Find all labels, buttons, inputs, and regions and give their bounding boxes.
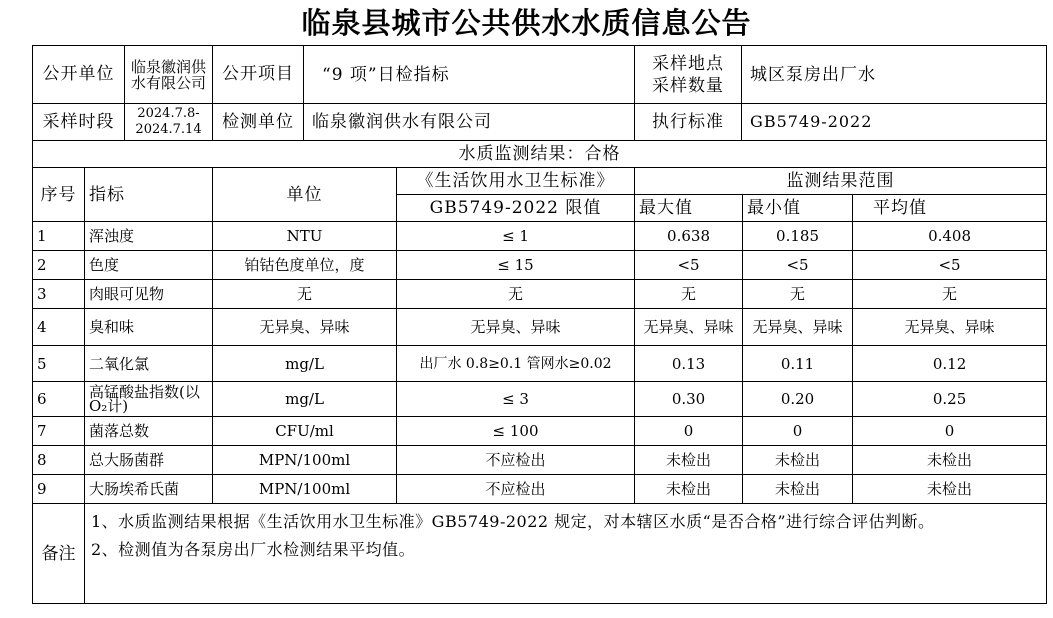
table-row bbox=[33, 280, 1047, 309]
row-no: 3 bbox=[33, 280, 85, 309]
row-max: 0.30 bbox=[635, 382, 743, 417]
row-no: 6 bbox=[33, 382, 85, 417]
row-no: 8 bbox=[33, 446, 85, 475]
row-min: 0.185 bbox=[743, 222, 853, 251]
sampling-place-value: 城区泵房出厂水 bbox=[750, 64, 877, 85]
row-indicator: 菌落总数 bbox=[85, 417, 213, 446]
col-limit-line1: 《生活饮用水卫生标准》 bbox=[397, 168, 635, 195]
row-unit: MPN/100ml bbox=[213, 446, 397, 475]
row-min: 0 bbox=[743, 417, 853, 446]
row-limit: 无 bbox=[397, 280, 635, 309]
inspector-label: 检测单位 bbox=[213, 104, 304, 140]
standard-label: 执行标准 bbox=[635, 104, 742, 140]
row-min: 0.11 bbox=[743, 346, 853, 382]
publisher-label: 公开单位 bbox=[33, 46, 125, 103]
row-avg: 0.408 bbox=[853, 222, 1047, 251]
remarks-row bbox=[33, 504, 1047, 604]
row-min: 0.20 bbox=[743, 382, 853, 417]
row-max: 0.638 bbox=[635, 222, 743, 251]
remarks-label: 备注 bbox=[33, 504, 85, 604]
result-text: 水质监测结果：合格 bbox=[33, 141, 1047, 168]
row-indicator: 浑浊度 bbox=[85, 222, 213, 251]
row-unit: mg/L bbox=[213, 382, 397, 417]
row-avg: 无 bbox=[853, 280, 1047, 309]
page-title: 临泉县城市公共供水水质信息公告 bbox=[301, 6, 752, 40]
row-min: <5 bbox=[743, 251, 853, 280]
item-value: “9 项”日检指标 bbox=[322, 64, 450, 85]
item-label: 公开项目 bbox=[213, 46, 304, 103]
row-no: 7 bbox=[33, 417, 85, 446]
row-indicator: 总大肠菌群 bbox=[85, 446, 213, 475]
row-indicator: 臭和味 bbox=[85, 309, 213, 346]
table-row bbox=[33, 222, 1047, 251]
row-limit: ≤ 1 bbox=[397, 222, 635, 251]
table-row bbox=[33, 309, 1047, 346]
standard-value: GB5749-2022 bbox=[750, 112, 873, 131]
row-unit: 无异臭、异味 bbox=[213, 309, 397, 346]
sampling-place-label: 采样地点 bbox=[652, 53, 725, 74]
row-avg: 未检出 bbox=[853, 446, 1047, 475]
row-indicator: 色度 bbox=[85, 251, 213, 280]
row-avg: 无异臭、异味 bbox=[853, 309, 1047, 346]
col-min: 最小值 bbox=[743, 195, 853, 222]
row-avg: 0.12 bbox=[853, 346, 1047, 382]
row-no: 4 bbox=[33, 309, 85, 346]
col-indicator: 指标 bbox=[85, 168, 213, 222]
header-row-2 bbox=[33, 104, 1047, 141]
row-limit: 不应检出 bbox=[397, 475, 635, 504]
row-unit: 无 bbox=[213, 280, 397, 309]
row-unit: NTU bbox=[213, 222, 397, 251]
row-max: 无 bbox=[635, 280, 743, 309]
header-row-1 bbox=[33, 46, 1047, 104]
row-min: 未检出 bbox=[743, 475, 853, 504]
row-unit: mg/L bbox=[213, 346, 397, 382]
inspector-value: 临泉徽润供水有限公司 bbox=[312, 112, 493, 132]
col-range: 监测结果范围 bbox=[635, 168, 1047, 195]
row-avg: <5 bbox=[853, 251, 1047, 280]
table-row bbox=[33, 251, 1047, 280]
row-indicator: 大肠埃希氏菌 bbox=[85, 475, 213, 504]
table-row bbox=[33, 475, 1047, 504]
table-row bbox=[33, 382, 1047, 417]
remark-line-1: 1、水质监测结果根据《生活饮用水卫生标准》GB5749-2022 规定，对本辖区水质“是否合格”进行综合评估判断。 bbox=[91, 512, 935, 531]
period-label: 采样时段 bbox=[33, 104, 125, 140]
row-indicator: 肉眼可见物 bbox=[85, 280, 213, 309]
remark-line-2: 2、检测值为各泵房出厂水检测结果平均值。 bbox=[91, 540, 416, 559]
row-limit: 不应检出 bbox=[397, 446, 635, 475]
row-max: 0 bbox=[635, 417, 743, 446]
row-max: 无异臭、异味 bbox=[635, 309, 743, 346]
row-limit: ≤ 3 bbox=[397, 382, 635, 417]
col-max: 最大值 bbox=[635, 195, 743, 222]
row-unit: 铂钴色度单位，度 bbox=[213, 251, 397, 280]
row-limit: ≤ 15 bbox=[397, 251, 635, 280]
row-unit: MPN/100ml bbox=[213, 475, 397, 504]
publisher-value: 临泉徽润供水有限公司 bbox=[131, 57, 207, 92]
row-avg: 未检出 bbox=[853, 475, 1047, 504]
row-indicator: 高锰酸盐指数(以 O₂计) bbox=[85, 382, 213, 417]
result-row bbox=[33, 141, 1047, 168]
col-no: 序号 bbox=[33, 168, 85, 222]
row-no: 2 bbox=[33, 251, 85, 280]
column-header-row-1 bbox=[33, 168, 1047, 195]
row-unit: CFU/ml bbox=[213, 417, 397, 446]
row-indicator: 二氧化氯 bbox=[85, 346, 213, 382]
row-limit: ≤ 100 bbox=[397, 417, 635, 446]
row-max: 未检出 bbox=[635, 446, 743, 475]
row-max: 未检出 bbox=[635, 475, 743, 504]
row-no: 1 bbox=[33, 222, 85, 251]
col-unit: 单位 bbox=[213, 168, 397, 222]
sampling-count-label: 采样数量 bbox=[652, 75, 725, 96]
row-limit: 出厂水 0.8≥0.1 管网水≥0.02 bbox=[397, 346, 635, 382]
table-row bbox=[33, 446, 1047, 475]
row-min: 无异臭、异味 bbox=[743, 309, 853, 346]
row-avg: 0 bbox=[853, 417, 1047, 446]
row-limit: 无异臭、异味 bbox=[397, 309, 635, 346]
row-no: 9 bbox=[33, 475, 85, 504]
col-limit-line2: GB5749-2022 限值 bbox=[397, 195, 635, 222]
row-max: 0.13 bbox=[635, 346, 743, 382]
row-max: <5 bbox=[635, 251, 743, 280]
row-no: 5 bbox=[33, 346, 85, 382]
table-row bbox=[33, 346, 1047, 382]
row-min: 无 bbox=[743, 280, 853, 309]
table-row bbox=[33, 417, 1047, 446]
row-avg: 0.25 bbox=[853, 382, 1047, 417]
water-quality-table bbox=[32, 45, 1047, 604]
col-avg: 平均值 bbox=[853, 195, 1047, 222]
period-value: 2024.7.8-2024.7.14 bbox=[135, 106, 202, 137]
remarks-content bbox=[85, 504, 1047, 604]
row-min: 未检出 bbox=[743, 446, 853, 475]
